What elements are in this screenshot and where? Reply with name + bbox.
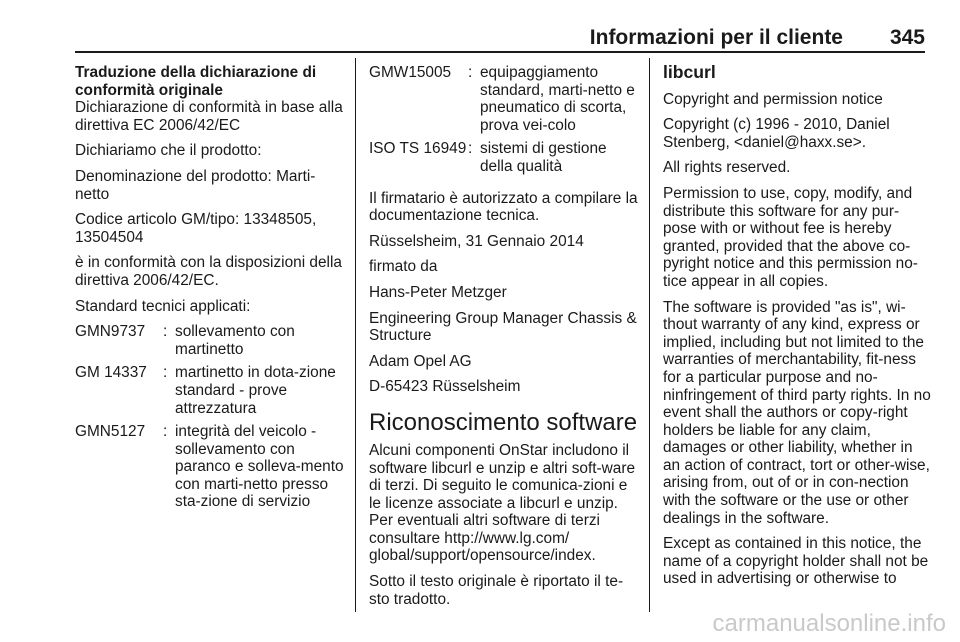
standard-colon: : — [468, 64, 473, 81]
standard-desc: equipaggiamento standard, marti-netto e pneumatico di scorta, prova vei-colo — [480, 64, 635, 134]
libcurl-title: libcurl — [663, 62, 716, 82]
column-2 — [369, 64, 639, 616]
paragraph: Copyright (c) 1996 - 2010, Daniel Stenberg, <daniel@haxx.se>. — [663, 116, 890, 151]
paragraph: Sotto il testo originale è riportato il te-sto tradotto. — [369, 573, 624, 608]
paragraph: Rüsselsheim, 31 Gennaio 2014 — [369, 232, 584, 250]
header-rule — [75, 51, 925, 53]
paragraph: Codice articolo GM/tipo: 13348505, 13504504 — [75, 211, 317, 246]
header-title: Informazioni per il cliente — [589, 26, 843, 49]
column-divider — [649, 58, 650, 612]
page-header — [75, 26, 925, 48]
paragraph: The software is provided "as is", wi-thout warranty of any kind, express or implied, including but not limited to the warranties of merchantability, fit-ness for a particular purpose and no-ninfringement of third party rights. In no event shall the authors or copy-right holders be liable for any claim, damages or other liability, whether in an action of contract, tort or other-wise, arising from, out of or in con-nection with the software or the use or other dealings in the software. — [663, 298, 931, 527]
standard-code: GM 14337 — [75, 364, 147, 382]
standard-colon: : — [163, 423, 168, 441]
standard-code: ISO TS 16949 — [369, 140, 467, 158]
paragraph: Dichiariamo che il prodotto: — [75, 142, 262, 160]
paragraph: Alcuni componenti OnStar includono il software libcurl e unzip e altri soft-ware di terzi. Di seguito le comunica-zioni e le licenze associate a libcurl e unzip. Per eventuali altri software di terzi consultare http://www.lg.com/ global/support/opensource/index. — [369, 441, 636, 565]
paragraph: Engineering Group Manager Chassis & Structure — [369, 309, 637, 345]
paragraph: Adam Opel AG — [369, 352, 472, 370]
section-title: Riconoscimento software — [369, 408, 638, 436]
standard-code: GMN9737 — [75, 323, 146, 341]
standard-colon: : — [163, 323, 168, 341]
paragraph: Denominazione del prodotto: Marti-netto — [75, 167, 316, 203]
paragraph: D-65423 Rüsselsheim — [369, 378, 521, 396]
standards-table — [369, 64, 639, 182]
paragraph: Standard tecnici applicati: — [75, 297, 251, 315]
paragraph: è in conformità con la disposizioni della direttiva 2006/42/EC. — [75, 254, 342, 289]
standard-colon: : — [468, 140, 473, 158]
declaration-heading: Traduzione della dichiarazione di conformità originale — [75, 64, 317, 99]
column-1 — [75, 64, 345, 517]
paragraph: Copyright and permission notice — [663, 90, 883, 108]
standard-desc: sistemi di gestione della qualità — [480, 140, 607, 175]
paragraph: Dichiarazione di conformità in base alla direttiva EC 2006/42/EC — [75, 99, 343, 134]
paragraph: All rights reserved. — [663, 159, 791, 177]
page-number: 345 — [889, 26, 925, 49]
standard-desc: sollevamento con martinetto — [175, 323, 295, 358]
paragraph: Except as contained in this notice, the name of a copyright holder shall not be used in advertising or otherwise to — [663, 535, 929, 588]
standards-table — [75, 323, 345, 517]
paragraph: Il firmatario è autorizzato a compilare la documentazione tecnica. — [369, 189, 638, 225]
standard-colon: : — [163, 364, 168, 382]
column-3 — [663, 64, 931, 596]
paragraph: firmato da — [369, 258, 438, 276]
standard-desc: martinetto in dota-zione standard - prove attrezzatura — [175, 364, 336, 417]
watermark: carmanualsonline.info — [712, 610, 946, 637]
standard-desc: integrità del veicolo - sollevamento con paranco e solleva-mento con marti-netto presso sta-zione di servizio — [175, 423, 344, 511]
paragraph: Permission to use, copy, modify, and distribute this software for any pur-pose with or without fee is hereby granted, provided that the above co-pyright notice and this permission no-tice appear in all copies. — [663, 184, 918, 290]
paragraph: Hans-Peter Metzger — [369, 283, 507, 301]
column-divider — [355, 58, 356, 612]
standard-code: GMN5127 — [75, 423, 146, 441]
standard-code: GMW15005 — [369, 64, 452, 81]
